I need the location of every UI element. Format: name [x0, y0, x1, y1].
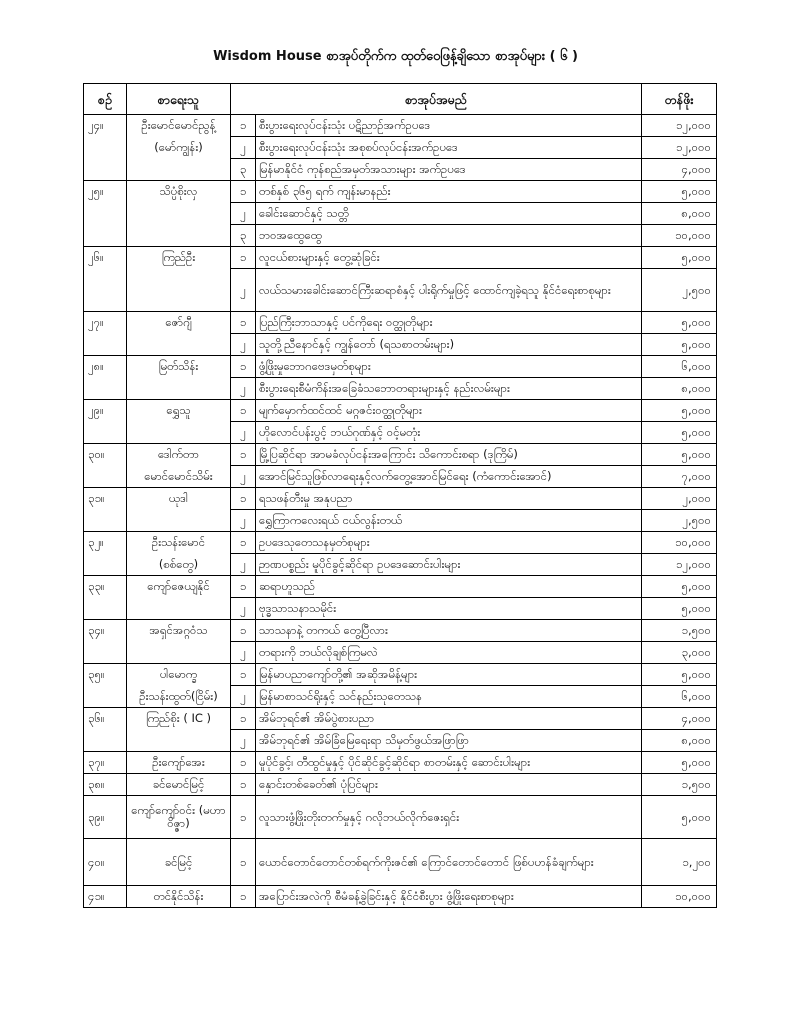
- table-row: [84, 422, 717, 444]
- row-book-title: ဉာဏပစ္စည်း မူပိုင်ခွင့်ဆိုင်ရာ ဥပဒေဆောင်းပါးများ: [256, 554, 642, 576]
- row-number: ၃၄။: [84, 620, 127, 642]
- header-number: စဉ်: [84, 84, 127, 115]
- row-number: [84, 422, 127, 444]
- row-book-title: ဗုဒ္ဓသာသနာသမိုင်း: [256, 598, 642, 620]
- row-index: ၂: [231, 334, 256, 356]
- row-number: [84, 269, 127, 312]
- row-index: ၂: [231, 378, 256, 400]
- row-author: မောင်မောင်သိမ်း: [127, 466, 231, 488]
- row-price: ၇,၀၀၀: [642, 466, 717, 488]
- row-author: [127, 378, 231, 400]
- table-row: [84, 356, 717, 378]
- row-book-title: မူပိုင်ခွင့်၊ တီထွင်မှုနှင့် ပိုင်ဆိုင်ခွင့်ဆိုင်ရာ စာတမ်းနှင့် ဆောင်းပါးများ: [256, 752, 642, 774]
- row-number: ၃၁။: [84, 488, 127, 510]
- table-row: [84, 115, 717, 137]
- table-header-row: [84, 84, 717, 115]
- row-index: ၁: [231, 708, 256, 730]
- row-price: ၆,၀၀၀: [642, 356, 717, 378]
- row-price: ၁၀,၀၀၀: [642, 225, 717, 247]
- table-row: [84, 686, 717, 708]
- row-index: ၁: [231, 576, 256, 598]
- row-index: ၂: [231, 203, 256, 225]
- row-author: ကြည်စိုး ( IC ): [127, 708, 231, 730]
- row-index: ၂: [231, 598, 256, 620]
- row-price: ၅,၀၀၀: [642, 312, 717, 334]
- row-book-title: မြို့ပြဆိုင်ရာ အာမခံလုပ်ငန်းအကြောင်း သိကောင်းစရာ (ဒုကြိမ်): [256, 444, 642, 466]
- row-book-title: နှောင်းတစ်ခေတ်၏ ပုံပြင်များ: [256, 774, 642, 796]
- row-price: ၂,၅၀၀: [642, 269, 717, 312]
- row-author: ပါမောက္ခ: [127, 664, 231, 686]
- table-row: [84, 510, 717, 532]
- row-index: ၃: [231, 225, 256, 247]
- row-book-title: စီးပွားရေးလုပ်ငန်းသုံး ပဋိညာဉ်အက်ဥပဒေ: [256, 115, 642, 137]
- row-price: ၅,၀၀၀: [642, 400, 717, 422]
- table-row: [84, 159, 717, 181]
- row-author: ဦးသန်းထွတ်(ငြိမ်း): [127, 686, 231, 708]
- row-number: ၂၈။: [84, 356, 127, 378]
- row-book-title: အောင်မြင်သူဖြစ်လာရေးနှင့်လက်တွေ့အောင်မြင်ရေး (ကံကောင်းအောင်): [256, 466, 642, 488]
- header-book-title: စာအုပ်အမည်: [231, 84, 642, 115]
- row-number: [84, 225, 127, 247]
- header-author: စာရေးသူ: [127, 84, 231, 115]
- row-author: ကျော်ကျော်ဝင်း (မဟာဝိဇ္ဇာ): [127, 796, 231, 839]
- row-number: ၂၄။: [84, 115, 127, 137]
- row-number: ၃၆။: [84, 708, 127, 730]
- row-price: ၈,၀၀၀: [642, 378, 717, 400]
- row-index: ၁: [231, 444, 256, 466]
- row-index: ၂: [231, 642, 256, 664]
- row-number: [84, 510, 127, 532]
- row-author: တင်နိုင်သိန်း: [127, 886, 231, 908]
- row-price: ၁,၂၀၀: [642, 839, 717, 886]
- row-number: ၃၉။: [84, 796, 127, 839]
- row-number: ၃၅။: [84, 664, 127, 686]
- row-book-title: လူငယ်စားများနှင့် တွေ့ဆုံခြင်း: [256, 247, 642, 269]
- row-number: ၃၃။: [84, 576, 127, 598]
- table-row: [84, 488, 717, 510]
- row-price: ၁,၅၀၀: [642, 774, 717, 796]
- row-number: ၂၉။: [84, 400, 127, 422]
- row-index: ၁: [231, 752, 256, 774]
- row-book-title: သာသနာနဲ့ တကယ် တွေ့ပြီလား: [256, 620, 642, 642]
- table-row: [84, 532, 717, 554]
- row-index: ၁: [231, 839, 256, 886]
- row-price: ၁၂,၀၀၀: [642, 137, 717, 159]
- row-number: ၃၀။: [84, 444, 127, 466]
- row-author: [127, 510, 231, 532]
- row-index: ၁: [231, 488, 256, 510]
- row-price: ၅,၀၀၀: [642, 796, 717, 839]
- row-book-title: ရွှေကြာကလေးရယ် ငယ်လွန်းတယ်: [256, 510, 642, 532]
- row-index: ၁: [231, 312, 256, 334]
- table-row: [84, 730, 717, 752]
- row-book-title: စီးပွားရေးစီမံကိန်းအခြေခံသဘောတရားများနှင့် နည်းလမ်းများ: [256, 378, 642, 400]
- row-book-title: ဘဝအထွေထွေ: [256, 225, 642, 247]
- table-row: [84, 247, 717, 269]
- table-row: [84, 598, 717, 620]
- table-row: [84, 708, 717, 730]
- row-author: (မော်ကျွန်း): [127, 137, 231, 159]
- row-number: [84, 730, 127, 752]
- row-book-title: မြန်မာစာသင်ရိုးနှင့် သင်နည်းသုတေသန: [256, 686, 642, 708]
- row-price: ၁၂,၀၀၀: [642, 115, 717, 137]
- row-book-title: ဆရာဟူသည်: [256, 576, 642, 598]
- row-author: [127, 269, 231, 312]
- row-index: ၂: [231, 510, 256, 532]
- row-price: ၅,၀၀၀: [642, 181, 717, 203]
- row-price: ၄,၀၀၀: [642, 708, 717, 730]
- row-index: ၁: [231, 774, 256, 796]
- row-number: ၂၇။: [84, 312, 127, 334]
- book-table: [83, 83, 717, 908]
- table-row: [84, 886, 717, 908]
- row-number: [84, 554, 127, 576]
- row-index: ၁: [231, 796, 256, 839]
- row-index: ၁: [231, 532, 256, 554]
- row-book-title: အိမ်ဘုရင်၏ အိမ်ပွဲစားပညာ: [256, 708, 642, 730]
- row-author: ဦးသန်းမောင်: [127, 532, 231, 554]
- table-row: [84, 839, 717, 886]
- row-book-title: အိမ်ဘုရင်၏ အိမ်ခြံမြေရေးရာ သိမှတ်ဖွယ်အဖြာဖြာ: [256, 730, 642, 752]
- row-number: ၂၆။: [84, 247, 127, 269]
- row-book-title: တရားကို ဘယ်လိုချစ်ကြမလဲ: [256, 642, 642, 664]
- row-index: ၁: [231, 115, 256, 137]
- row-author: သိပ္ပံစိုးလှ: [127, 181, 231, 203]
- row-author: [127, 422, 231, 444]
- table-row: [84, 203, 717, 225]
- row-author: ခင်မောင်မြင့်: [127, 774, 231, 796]
- row-author: [127, 598, 231, 620]
- row-index: ၁: [231, 356, 256, 378]
- row-book-title: သူတို့ညီနောင်နှင့် ကျွန်တော် (ရသစာတမ်းများ): [256, 334, 642, 356]
- row-author: ခင်မြင့်: [127, 839, 231, 886]
- row-price: ၅,၀၀၀: [642, 334, 717, 356]
- row-index: ၁: [231, 620, 256, 642]
- row-price: ၈,၀၀၀: [642, 203, 717, 225]
- table-row: [84, 576, 717, 598]
- row-author: (စစ်တွေ): [127, 554, 231, 576]
- row-author: [127, 730, 231, 752]
- table-row: [84, 312, 717, 334]
- row-book-title: ဥပဒေသုတေသနမှတ်စုများ: [256, 532, 642, 554]
- row-author: [127, 334, 231, 356]
- row-index: ၁: [231, 886, 256, 908]
- row-number: [84, 598, 127, 620]
- row-number: ၂၅။: [84, 181, 127, 203]
- row-book-title: ပြည်ကြီးဘာသာနှင့် ပင်ကိုရေး ဝတ္ထုတိုများ: [256, 312, 642, 334]
- row-author: ကြည်ဦး: [127, 247, 231, 269]
- row-number: [84, 137, 127, 159]
- row-price: ၅,၀၀၀: [642, 247, 717, 269]
- row-book-title: အပြောင်းအလဲကို စီမံခန့်ခွဲခြင်းနှင့် နိုင်ငံစီးပွား ဖွံ့ဖြိုးရေးစာစုများ: [256, 886, 642, 908]
- row-index: ၂: [231, 730, 256, 752]
- row-number: ၄၀။: [84, 839, 127, 886]
- row-price: ၂,၅၀၀: [642, 510, 717, 532]
- row-number: [84, 159, 127, 181]
- row-price: ၄,၀၀၀: [642, 159, 717, 181]
- row-index: ၂: [231, 269, 256, 312]
- table-row: [84, 554, 717, 576]
- row-price: ၅,၀၀၀: [642, 422, 717, 444]
- row-book-title: ဟိုလောင်ပန်းပွင့် ဘယ်ဂုဏ်နှင့် ဝင့်မတုံး: [256, 422, 642, 444]
- row-book-title: မျက်မှောက်ထင်ထင် မဂ္ဂဇင်းဝတ္ထုတိုများ: [256, 400, 642, 422]
- row-index: ၂: [231, 554, 256, 576]
- table-row: [84, 181, 717, 203]
- row-author: အရှင်အဂ္ဂဝံသ: [127, 620, 231, 642]
- row-price: ၈,၀၀၀: [642, 730, 717, 752]
- row-author: ကျော်ဇေယျနိုင်: [127, 576, 231, 598]
- row-author: ဒေါက်တာ: [127, 444, 231, 466]
- table-row: [84, 466, 717, 488]
- row-author: ရွှေသူ: [127, 400, 231, 422]
- table-row: [84, 378, 717, 400]
- table-row: [84, 400, 717, 422]
- table-row: [84, 642, 717, 664]
- row-price: ၂,၀၀၀: [642, 488, 717, 510]
- row-number: [84, 466, 127, 488]
- row-book-title: မြန်မာနိုင်ငံ ကုန်စည်အမှတ်အသားများ အက်ဥပဒေ: [256, 159, 642, 181]
- table-row: [84, 269, 717, 312]
- row-author: ဦးကျော်အေး: [127, 752, 231, 774]
- row-book-title: တစ်နှစ် ၃၆၅ ရက် ကျန်းမာနည်း: [256, 181, 642, 203]
- row-author: [127, 203, 231, 225]
- row-index: ၁: [231, 400, 256, 422]
- row-number: ၃၇။: [84, 752, 127, 774]
- page-title: Wisdom House စာအုပ်တိုက်က ထုတ်ဝေဖြန့်ချိသော စာအုပ်များ ( ၆ ): [213, 49, 578, 64]
- row-number: [84, 334, 127, 356]
- row-index: ၁: [231, 247, 256, 269]
- table-row: [84, 444, 717, 466]
- row-book-title: ဖွံ့ဖြိုးမှုဘောဂဗေဒမှတ်စုများ: [256, 356, 642, 378]
- row-price: ၁၀,၀၀၀: [642, 532, 717, 554]
- row-book-title: ရသဖန်တီးမှု အနုပညာ: [256, 488, 642, 510]
- row-price: ၁,၅၀၀: [642, 620, 717, 642]
- row-number: ၄၁။: [84, 886, 127, 908]
- row-author: ဦးမောင်မောင်ညွန့်: [127, 115, 231, 137]
- row-number: [84, 686, 127, 708]
- row-author: [127, 225, 231, 247]
- row-index: ၂: [231, 137, 256, 159]
- table-row: [84, 334, 717, 356]
- row-price: ၅,၀၀၀: [642, 444, 717, 466]
- row-book-title: လူသားဖွံ့ဖြိုးတိုးတက်မှုနှင့် ဂလိုဘယ်လိုက်ဇေးရှင်း: [256, 796, 642, 839]
- row-number: [84, 642, 127, 664]
- row-book-title: လယ်သမားခေါင်းဆောင်ကြီးဆရာစံနှင့် ပါးရိုက်မှုဖြင့် ထောင်ကျခဲ့ရသူ နိုင်ငံရေးစာစုများ: [256, 269, 642, 312]
- table-row: [84, 225, 717, 247]
- header-price: တန်ဖိုး: [642, 84, 717, 115]
- row-book-title: မြန်မာပညာကျော်တို့၏ အဆိုအမိန့်များ: [256, 664, 642, 686]
- row-book-title: စီးပွားရေးလုပ်ငန်းသုံး အစုစပ်လုပ်ငန်းအက်ဥပဒေ: [256, 137, 642, 159]
- row-book-title: ခေါင်းဆောင်နှင့် သတ္တိ: [256, 203, 642, 225]
- row-price: ၃,၀၀၀: [642, 642, 717, 664]
- row-price: ၅,၀၀၀: [642, 598, 717, 620]
- row-author: မြတ်သိန်း: [127, 356, 231, 378]
- table-row: [84, 796, 717, 839]
- row-price: ၁၂,၀၀၀: [642, 554, 717, 576]
- row-index: ၂: [231, 422, 256, 444]
- table-row: [84, 137, 717, 159]
- table-row: [84, 752, 717, 774]
- row-index: ၃: [231, 159, 256, 181]
- row-index: ၂: [231, 466, 256, 488]
- row-number: ၃၈။: [84, 774, 127, 796]
- row-index: ၁: [231, 181, 256, 203]
- row-author: ဇော်ဂျီ: [127, 312, 231, 334]
- row-price: ၅,၀၀၀: [642, 664, 717, 686]
- row-index: ၁: [231, 664, 256, 686]
- row-index: ၂: [231, 686, 256, 708]
- row-author: [127, 642, 231, 664]
- row-number: [84, 203, 127, 225]
- row-price: ၅,၀၀၀: [642, 576, 717, 598]
- table-row: [84, 774, 717, 796]
- table-row: [84, 620, 717, 642]
- row-price: ၅,၀၀၀: [642, 752, 717, 774]
- table-row: [84, 664, 717, 686]
- row-book-title: ယောင်တောင်တောင်တစ်ရက်ကိုးဇင်၏ ကြောင်တောင်တောင် ဖြစ်ပဟန်ခံချက်များ: [256, 839, 642, 886]
- row-price: ၆,၀၀၀: [642, 686, 717, 708]
- row-price: ၁၀,၀၀၀: [642, 886, 717, 908]
- row-author: ယုဒါ: [127, 488, 231, 510]
- row-number: [84, 378, 127, 400]
- row-number: ၃၂။: [84, 532, 127, 554]
- row-author: [127, 159, 231, 181]
